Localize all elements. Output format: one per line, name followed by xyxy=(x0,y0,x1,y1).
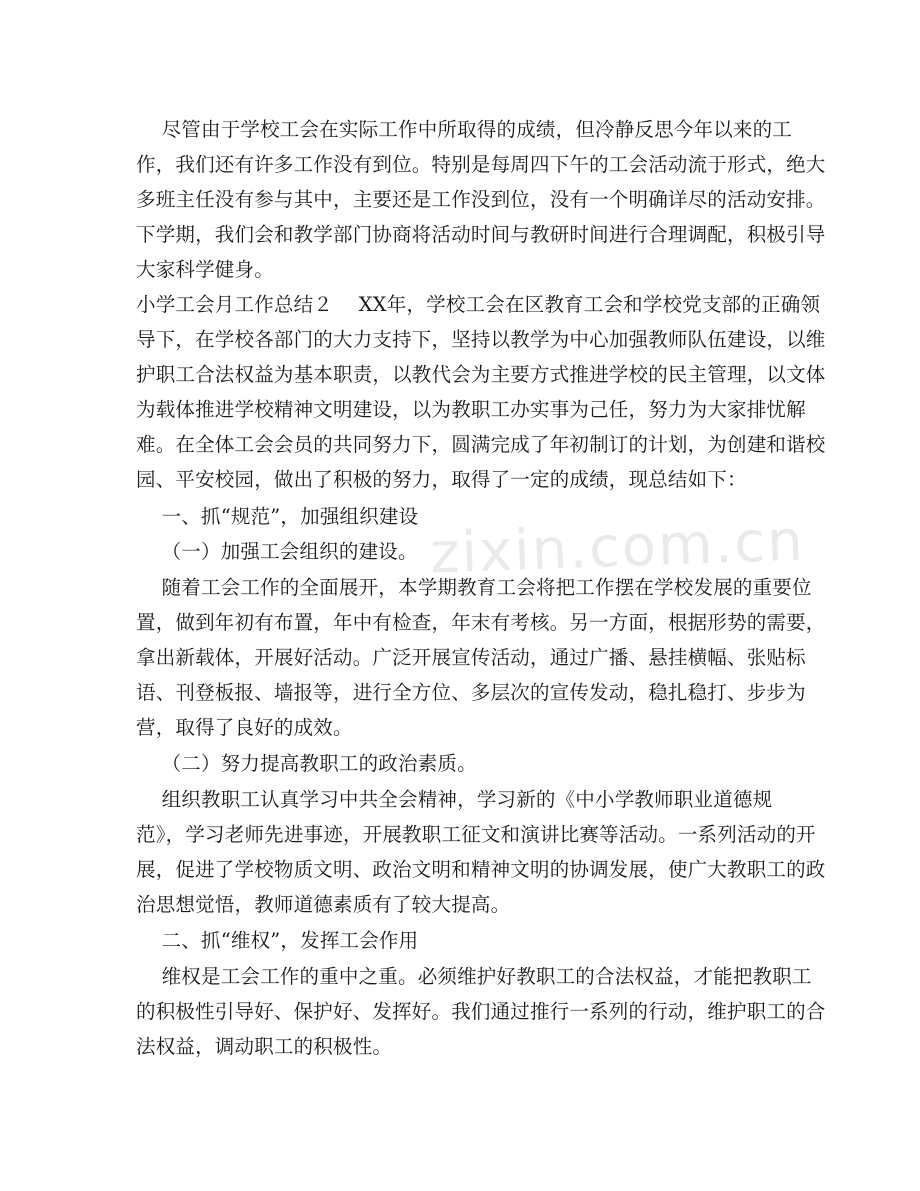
text-line: 导下，在学校各部门的大力支持下，坚持以教学为中心加强教师队伍建设，以维 xyxy=(136,328,826,351)
text-line: 园、平安校园，做出了积极的努力，取得了一定的成绩，现总结如下： xyxy=(136,468,747,491)
text-line: 下学期，我们会和教学部门协商将活动时间与教研时间进行合理调配，积极引导 xyxy=(136,223,826,246)
subheading-1: （一）加强工会组织的建设。 xyxy=(136,540,418,563)
section-heading-line: 小学工会月工作总结２ XX年，学校工会在区教育工会和学校党支部的正确领 xyxy=(136,293,821,316)
text-line: 法权益，调动职工的积极性。 xyxy=(136,1035,393,1058)
text-line: 维权是工会工作的重中之重。必须维护好教职工的合法权益，才能把教职工 xyxy=(136,965,812,988)
text-line: 随着工会工作的全面展开，本学期教育工会将把工作摆在学校发展的重要位 xyxy=(136,576,812,599)
text-line: 的积极性引导好、保护好、发挥好。我们通过推行一系列的行动，维护职工的合 xyxy=(136,1000,826,1023)
text-line: 为载体推进学校精神文明建设，以为教职工办实事为己任，努力为大家排忧解 xyxy=(136,398,806,421)
text-line: 多班主任没有参与其中，主要还是工作没到位，没有一个明确详尽的活动安排。 xyxy=(136,188,826,211)
watermark: zixin.com.cn xyxy=(428,508,806,587)
text-line: 组织教职工认真学习中共全会精神，学习新的《中小学教师职业道德规 xyxy=(136,788,773,811)
text-line: 尽管由于学校工会在实际工作中所取得的成绩，但冷静反思今年以来的工 xyxy=(136,118,792,141)
heading-2: 二、抓“维权”，发挥工会作用 xyxy=(136,929,419,952)
text-line: 难。在全体工会会员的共同努力下，圆满完成了年初制订的计划，为创建和谐校 xyxy=(136,433,826,456)
text-line: 大家科学健身。 xyxy=(136,258,274,281)
text-line: 范》，学习老师先进事迹，开展教职工征文和演讲比赛等活动。一系列活动的开 xyxy=(136,823,816,846)
text-line: 置，做到年初有布置，年中有检查，年末有考核。另一方面，根据形势的需要， xyxy=(136,611,826,634)
heading-1: 一、抓“规范”，加强组织建设 xyxy=(136,505,419,528)
text-line: 作，我们还有许多工作没有到位。特别是每周四下午的工会活动流于形式，绝大 xyxy=(136,153,826,176)
text-line: 语、刊登板报、墙报等，进行全方位、多层次的宣传发动，稳扎稳打、步步为 xyxy=(136,681,806,704)
text-line: 展，促进了学校物质文明、政治文明和精神文明的协调发展，使广大教职工的政 xyxy=(136,858,826,881)
text-line: 营，取得了良好的成效。 xyxy=(136,716,353,739)
text-line: 治思想觉悟，教师道德素质有了较大提高。 xyxy=(136,893,511,916)
subheading-2: （二）努力提高教职工的政治素质。 xyxy=(136,752,477,775)
text-line: 护职工合法权益为基本职责，以教代会为主要方式推进学校的民主管理，以文体 xyxy=(136,363,826,386)
text-line: 拿出新载体，开展好活动。广泛开展宣传活动，通过广播、悬挂横幅、张贴标 xyxy=(136,646,806,669)
